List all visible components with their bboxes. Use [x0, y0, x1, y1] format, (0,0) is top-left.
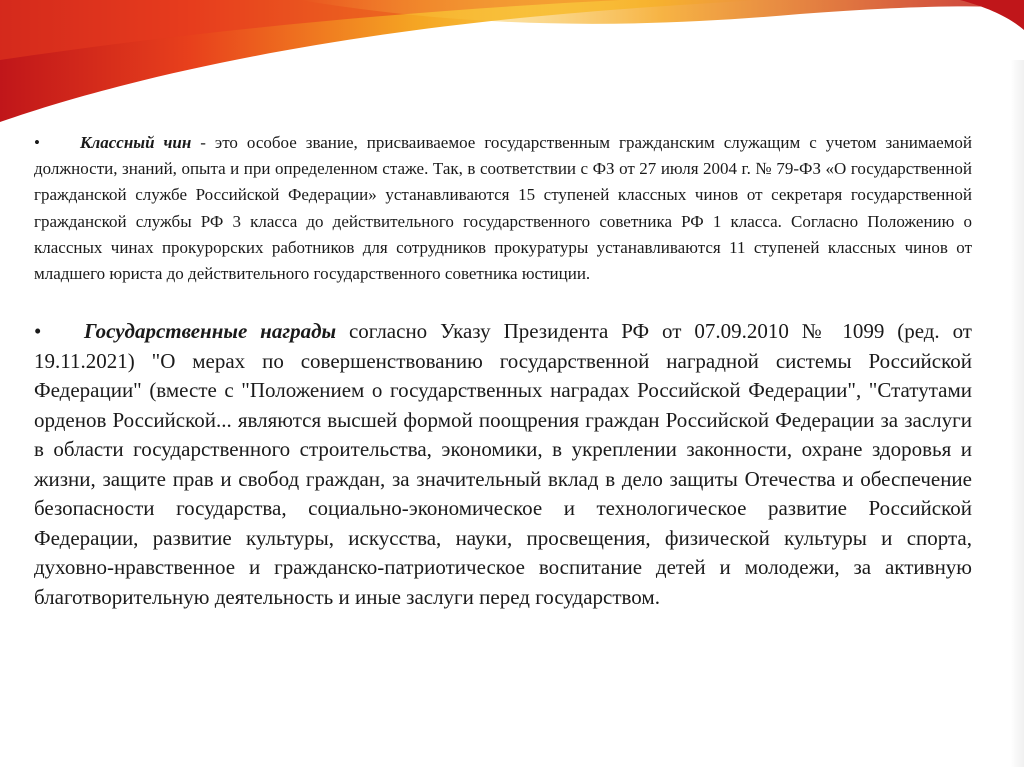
bullet: •	[34, 133, 40, 152]
term-class-rank: Классный чин	[80, 133, 192, 152]
paragraph-text: - это особое звание, присваиваемое государственным гражданским служащим с учетом занимаемой должности, знаний, опыта и при определенном стаже. Так, в соответствии с ФЗ от 27 июля 2004 г. № 79-ФЗ «О государственной гражданской службе Российской Федерации» устанавливаются 15 ступеней классных чинов от секретаря государственной гражданской службы РФ 3 класса до действительного государственного советника РФ 1 класса. Согласно Положению о классных чинах прокурорских работников для сотрудников прокуратуры устанавливаются 11 ступеней классных чинов от младшего юриста до действительного государственного советника юстиции.	[34, 133, 972, 284]
page-edge-shadow	[1010, 60, 1024, 767]
decorative-swoosh	[0, 0, 1024, 150]
paragraph-class-rank	[34, 130, 972, 287]
paragraph-text: согласно Указу Президента РФ от 07.09.2010 № 1099 (ред. от 19.11.2021) "О мерах по совершенствованию государственной наградной системы Российской Федерации" (вместе с "Положением о государственных наградах Российской Федерации", "Статутами орденов Российской... являются высшей формой поощрения граждан Российской Федерации за заслуги в области государственного строительства, экономики, в укреплении законности, охране здоровья и жизни, защите прав и свобод граждан, за значительный вклад в дело защиты Отечества и обеспечение безопасности государства, социально-экономическое и технологическое развитие Российской Федерации, развитие культуры, искусства, науки, просвещения, физической культуры и спорта, духовно-нравственное и гражданско-патриотическое воспитание детей и молодежи, за активную благотворительную деятельность и иные заслуги перед государством.	[34, 319, 972, 609]
slide-content	[34, 130, 972, 612]
bullet: •	[34, 319, 42, 344]
term-state-awards: Государственные награды	[84, 319, 337, 344]
paragraph-state-awards	[34, 317, 972, 612]
